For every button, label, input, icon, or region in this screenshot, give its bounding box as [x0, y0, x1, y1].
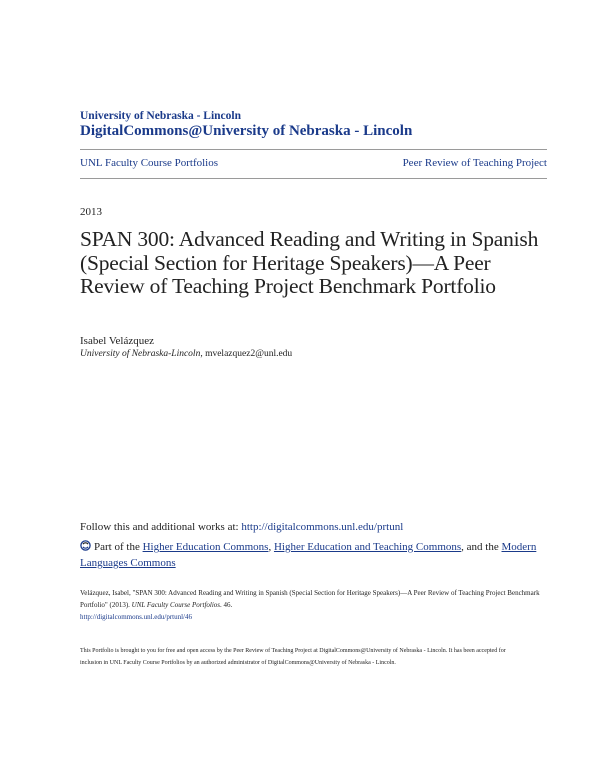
- follow-line: [80, 521, 403, 533]
- header-divider-bottom: [80, 178, 547, 179]
- collection-link-faculty-portfolios[interactable]: UNL Faculty Course Portfolios: [80, 157, 218, 169]
- citation-text: Velázquez, Isabel, "SPAN 300: Advanced Reading and Writing in Spanish (Special Section for Heritage Speakers)—A Peer Review of Teaching Project Benchmark Portfolio" (2013).: [80, 589, 540, 609]
- network-commons-icon: [80, 540, 91, 551]
- higher-education-commons-link[interactable]: Higher Education Commons: [142, 541, 269, 553]
- part-of-sep1: ,: [268, 541, 274, 553]
- document-title: SPAN 300: Advanced Reading and Writing in Spanish (Special Section for Heritage Speakers)—A Peer Review of Teaching Project Benchmark Portfolio: [80, 227, 539, 298]
- header-divider-top: [80, 149, 547, 150]
- citation-number: . 46.: [220, 601, 233, 609]
- part-of-sep2: , and the: [461, 541, 502, 553]
- repository-link[interactable]: DigitalCommons@University of Nebraska - Lincoln: [80, 123, 413, 139]
- part-of-prefix: Part of the: [94, 541, 143, 553]
- modern-languages-commons-link[interactable]: Modern Languages Commons: [80, 541, 537, 569]
- publication-year: 2013: [80, 206, 102, 218]
- part-of-line: [80, 539, 550, 571]
- citation-series: UNL Faculty Course Portfolios: [131, 601, 221, 609]
- author-affiliation: [80, 349, 292, 359]
- affiliation-name: University of Nebraska-Lincoln: [80, 349, 201, 359]
- affiliation-email: , mvelazquez2@unl.edu: [200, 349, 293, 359]
- collection-link-peer-review[interactable]: Peer Review of Teaching Project: [402, 157, 547, 169]
- higher-education-teaching-commons-link[interactable]: Higher Education and Teaching Commons: [273, 541, 462, 553]
- institution-link[interactable]: University of Nebraska - Lincoln: [80, 110, 241, 122]
- author-name: Isabel Velázquez: [80, 335, 155, 347]
- citation-url-link[interactable]: http://digitalcommons.unl.edu/prtunl/46: [80, 613, 192, 621]
- recommended-citation: [80, 587, 542, 623]
- follow-url-link[interactable]: http://digitalcommons.unl.edu/prtunl: [241, 521, 404, 533]
- access-notice: This Portfolio is brought to you for free and open access by the Peer Review of Teaching Project at DigitalCommons@University of Nebraska - Lincoln. It has been accepted for inclusion in UNL Faculty Course Portfolios by an authorized administrator of DigitalCommons@University of Nebraska - Lincoln.: [80, 648, 506, 666]
- follow-label: Follow this and additional works at:: [80, 521, 242, 533]
